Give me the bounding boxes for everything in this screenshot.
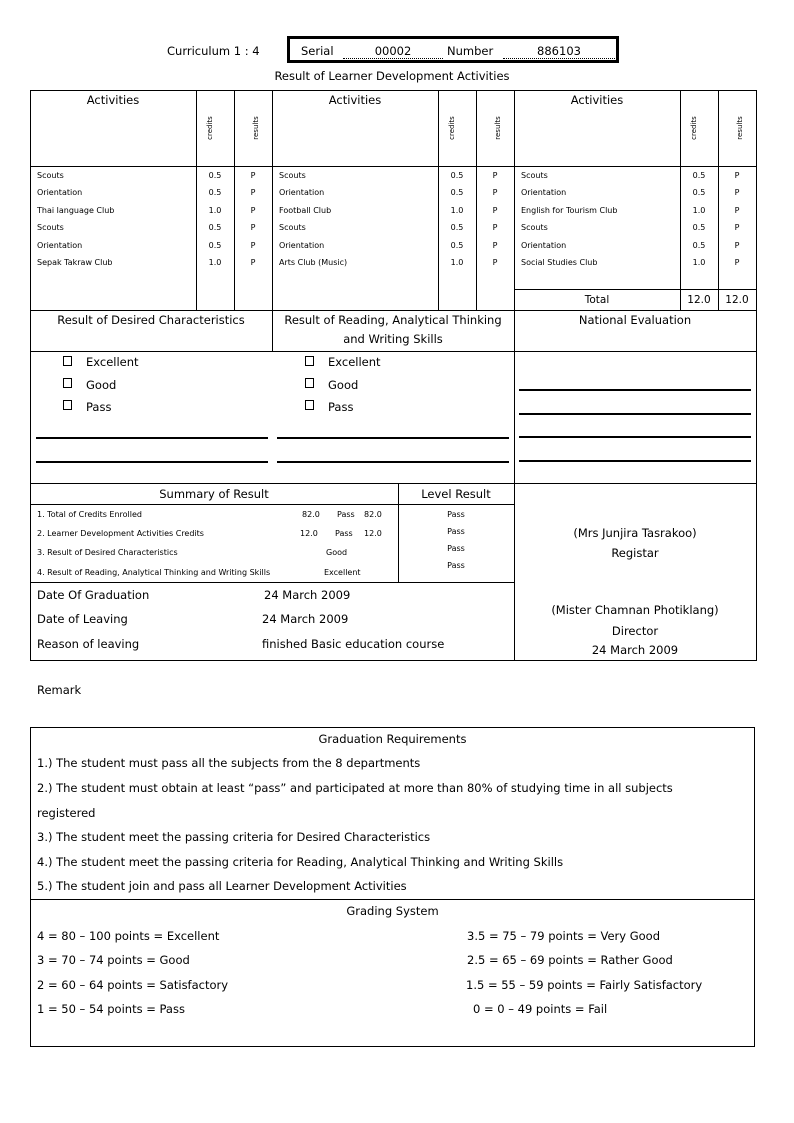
activity-result: P (734, 188, 740, 197)
level-result-value: Pass (447, 561, 465, 570)
activity-name: Scouts (279, 171, 306, 180)
activities-header-3: Activities (570, 93, 624, 107)
activities-header-2: Activities (328, 93, 382, 107)
graduation-date-value: 24 March 2009 (264, 588, 351, 602)
remark-label: Remark (37, 683, 82, 697)
activity-credit: 0.5 (208, 241, 222, 250)
activity-name: Football Club (279, 206, 332, 215)
pass-checkbox[interactable] (305, 400, 314, 410)
requirement-item: 4.) The student meet the passing criteria for Reading, Analytical Thinking and Writing Skills (37, 855, 564, 869)
activity-credit: 0.5 (450, 188, 464, 197)
reading-skills-title-line-1: Result of Reading, Analytical Thinking (284, 313, 502, 327)
activity-result: P (492, 241, 498, 250)
activity-name: Thai language Club (37, 206, 115, 215)
activity-result: P (250, 258, 256, 267)
activity-credit: 0.5 (692, 223, 706, 232)
summary-row-value: 82.0 (302, 510, 320, 519)
good-checkbox[interactable] (63, 378, 72, 388)
activity-result: P (250, 223, 256, 232)
activity-name: Orientation (37, 188, 83, 197)
requirement-item-continued: registered (37, 806, 96, 820)
good-checkbox[interactable] (305, 378, 314, 388)
activity-result: P (492, 258, 498, 267)
leaving-date-value: 24 March 2009 (262, 612, 349, 626)
credits-header-3: credits (690, 116, 698, 140)
activities-title: Result of Learner Development Activities (274, 69, 510, 83)
registrar-name: (Mrs Junjira Tasrakoo) (573, 526, 697, 540)
activity-name: English for Tourism Club (521, 206, 618, 215)
activity-credit: 1.0 (692, 206, 706, 215)
activity-result: P (734, 258, 740, 267)
level-result-value: Pass (447, 510, 465, 519)
activity-credit: 0.5 (450, 241, 464, 250)
activity-credit: 0.5 (208, 223, 222, 232)
summary-row-value: Excellent (324, 568, 361, 577)
graduation-date-label: Date Of Graduation (37, 588, 150, 602)
activity-name: Scouts (521, 223, 548, 232)
national-evaluation-title: National Evaluation (578, 313, 692, 327)
registrar-title: Registar (611, 546, 659, 560)
results-header-3: results (736, 116, 744, 140)
reading-skills-title-line-2: and Writing Skills (343, 332, 443, 346)
grade-item: 0 = 0 – 49 points = Fail (473, 1002, 608, 1016)
reason-of-leaving-value: finished Basic education course (262, 637, 445, 651)
grade-item: 1 = 50 – 54 points = Pass (37, 1002, 185, 1016)
activity-credit: 1.0 (208, 258, 222, 267)
results-header-2: results (494, 116, 502, 140)
level-result-value: Pass (447, 544, 465, 553)
summary-row-label: 1. Total of Credits Enrolled (37, 510, 143, 519)
activity-result: P (492, 223, 498, 232)
reason-of-leaving-label: Reason of leaving (37, 637, 140, 651)
activity-credit: 0.5 (692, 171, 706, 180)
activity-result: P (250, 188, 256, 197)
activity-credit: 1.0 (692, 258, 706, 267)
activity-name: Social Studies Club (521, 258, 598, 267)
director-title: Director (611, 624, 659, 638)
excellent-checkbox[interactable] (63, 356, 72, 366)
leaving-date-label: Date of Leaving (37, 612, 128, 626)
activity-name: Orientation (279, 241, 325, 250)
grade-item: 3 = 70 – 74 points = Good (37, 953, 190, 967)
grade-item: 2.5 = 65 – 69 points = Rather Good (467, 953, 673, 967)
activity-credit: 0.5 (208, 171, 222, 180)
results-header-1: results (252, 116, 260, 140)
activity-result: P (250, 241, 256, 250)
activity-name: Arts Club (Music) (279, 258, 348, 267)
pass-option-label: Pass (86, 400, 112, 414)
summary-row-pass-label: Pass (337, 510, 355, 519)
activity-credit: 0.5 (692, 241, 706, 250)
activity-name: Scouts (521, 171, 548, 180)
good-option-label: Good (328, 378, 359, 392)
level-result-title: Level Result (421, 487, 491, 501)
serial-label: Serial (301, 44, 334, 58)
activity-credit: 0.5 (208, 188, 222, 197)
activity-credit: 0.5 (692, 188, 706, 197)
activity-name: Scouts (37, 171, 64, 180)
grade-item: 2 = 60 – 64 points = Satisfactory (37, 978, 229, 992)
grading-system-title: Grading System (346, 904, 439, 918)
summary-title: Summary of Result (159, 487, 269, 501)
requirement-item: 1.) The student must pass all the subjects from the 8 departments (37, 756, 421, 770)
activity-name: Orientation (521, 188, 567, 197)
activity-credit: 0.5 (450, 171, 464, 180)
serial-number-box (287, 36, 619, 63)
grade-item: 1.5 = 55 – 59 points = Fairly Satisfactory (466, 978, 703, 992)
activities-header-1: Activities (86, 93, 140, 107)
total-results: 12.0 (725, 294, 749, 306)
summary-row-pass-value: 12.0 (364, 529, 382, 538)
activity-name: Scouts (37, 223, 64, 232)
activity-name: Scouts (279, 223, 306, 232)
activity-credit: 0.5 (450, 223, 464, 232)
summary-row-pass-label: Pass (335, 529, 353, 538)
requirement-item: 2.) The student must obtain at least “pass” and participated at more than 80% of studying time in all subjects (37, 781, 673, 795)
grade-item: 4 = 80 – 100 points = Excellent (37, 929, 220, 943)
level-result-value: Pass (447, 527, 465, 536)
summary-row-pass-value: 82.0 (364, 510, 382, 519)
desired-characteristics-title: Result of Desired Characteristics (57, 313, 245, 327)
activity-result: P (492, 171, 498, 180)
director-name: (Mister Chamnan Photiklang) (551, 603, 719, 617)
total-credits: 12.0 (687, 294, 711, 306)
activity-name: Sepak Takraw Club (37, 258, 113, 267)
activity-credit: 1.0 (450, 258, 464, 267)
activity-result: P (734, 171, 740, 180)
activity-result: P (734, 241, 740, 250)
summary-row-value: 12.0 (300, 529, 318, 538)
activity-name: Orientation (279, 188, 325, 197)
number-label: Number (447, 44, 494, 58)
curriculum-label: Curriculum 1 : 4 (167, 44, 260, 58)
excellent-option-label: Excellent (328, 355, 381, 369)
activity-name: Orientation (521, 241, 567, 250)
pass-checkbox[interactable] (63, 400, 72, 410)
activity-result: P (734, 223, 740, 232)
summary-row-label: 4. Result of Reading, Analytical Thinking and Writing Skills (37, 568, 271, 577)
activity-result: P (250, 206, 256, 215)
requirement-item: 5.) The student join and pass all Learner Development Activities (37, 879, 407, 893)
total-label: Total (584, 294, 610, 306)
summary-row-value: Good (326, 548, 348, 557)
graduation-requirements-title: Graduation Requirements (318, 732, 467, 746)
grade-item: 3.5 = 75 – 79 points = Very Good (467, 929, 661, 943)
activity-credit: 1.0 (208, 206, 222, 215)
director-date: 24 March 2009 (591, 643, 679, 657)
credits-header-1: credits (206, 116, 214, 140)
requirement-item: 3.) The student meet the passing criteria for Desired Characteristics (37, 830, 431, 844)
activity-result: P (250, 171, 256, 180)
summary-row-label: 3. Result of Desired Characteristics (37, 548, 178, 557)
activity-name: Orientation (37, 241, 83, 250)
summary-row-label: 2. Learner Development Activities Credits (37, 529, 204, 538)
activity-result: P (492, 188, 498, 197)
credits-header-2: credits (448, 116, 456, 140)
number-value: 886103 (503, 44, 615, 59)
activity-result: P (734, 206, 740, 215)
serial-value: 00002 (343, 44, 443, 59)
pass-option-label: Pass (328, 400, 354, 414)
good-option-label: Good (86, 378, 117, 392)
activity-credit: 1.0 (450, 206, 464, 215)
excellent-checkbox[interactable] (305, 356, 314, 366)
excellent-option-label: Excellent (86, 355, 139, 369)
activity-result: P (492, 206, 498, 215)
